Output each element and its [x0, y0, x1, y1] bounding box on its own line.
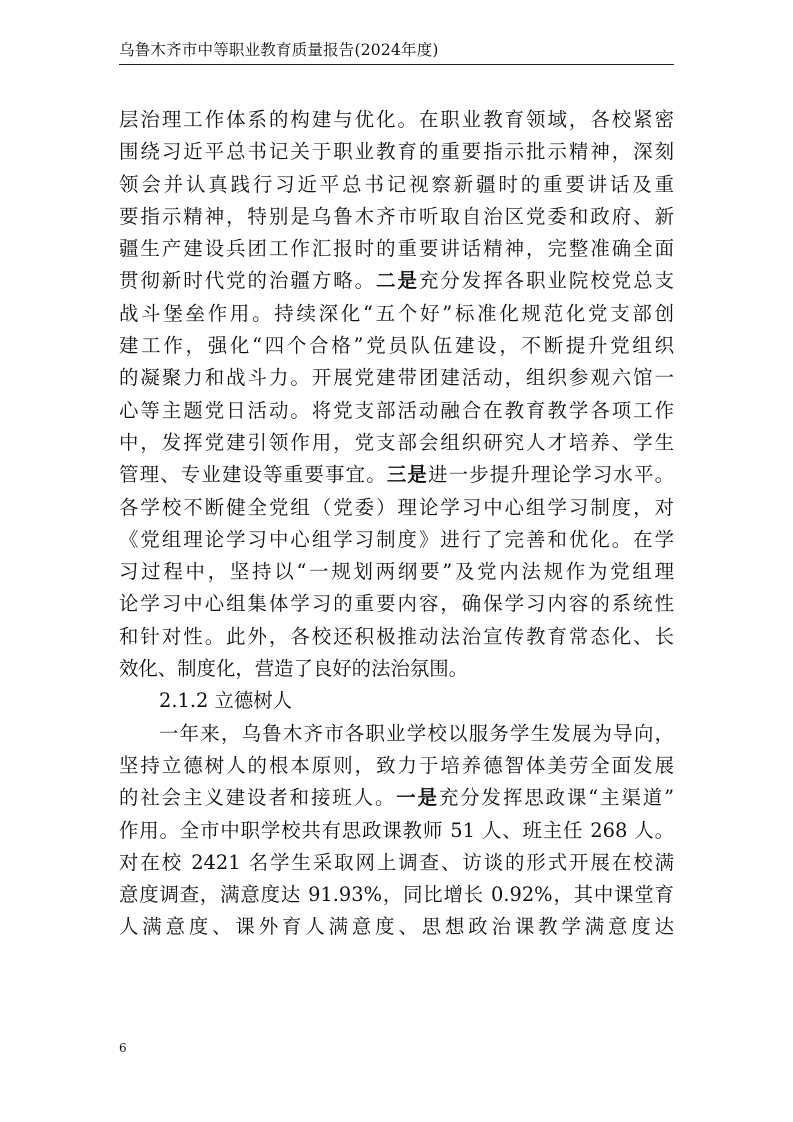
paragraph-moral-education: [119, 718, 674, 944]
page-number: 6: [119, 1041, 127, 1055]
text-run: 充分发挥各职业院校党总支: [418, 269, 674, 293]
text-line: 作用。全市中职学校共有思政课教师 51 人、班主任 268 人。: [119, 818, 674, 842]
text-line: 要指示精神，特别是乌鲁木齐市听取自治区党委和政府、新: [119, 204, 674, 228]
paragraph-party-building: [119, 104, 674, 685]
text-line: 各学校不断健全党组（党委）理论学习中心组学习制度，对: [119, 495, 674, 519]
text-line: [119, 782, 674, 814]
bold-marker: 三是: [386, 463, 429, 487]
text-line: 坚持立德树人的根本原则，致力于培养德智体美劳全面发展: [119, 753, 674, 777]
text-run: 管理、专业建设等重要事宜。: [119, 463, 387, 487]
text-line: 中，发挥党建引领作用，党支部会组织研究人才培养、学生: [119, 430, 674, 454]
text-line: 意度调查，满意度达 91.93%，同比增长 0.92%，其中课堂育: [119, 883, 674, 907]
text-line: [119, 265, 674, 297]
bold-marker: 二是: [376, 269, 419, 293]
text-run: 充分发挥思政课“主渠道”: [438, 786, 674, 810]
text-line: 疆生产建设兵团工作汇报时的重要讲话精神，完整准确全面: [119, 237, 674, 261]
text-line: 论学习中心组集体学习的重要内容，确保学习内容的系统性: [119, 592, 674, 616]
text-line: 战斗堡垒作用。持续深化“五个好”标准化规范化党支部创: [119, 301, 674, 325]
text-line: 一年来，乌鲁木齐市各职业学校以服务学生发展为导向，: [159, 721, 674, 745]
running-header: [119, 40, 674, 65]
report-title: 乌鲁木齐市中等职业教育质量报告(2024年度): [119, 41, 439, 59]
text-line: 的凝聚力和战斗力。开展党建带团建活动，组织参观六馆一: [119, 366, 674, 390]
text-line: 围绕习近平总书记关于职业教育的重要指示批示精神，深刻: [119, 140, 674, 164]
section-heading: 2.1.2 立德树人: [159, 689, 293, 713]
body-text: [119, 104, 674, 944]
text-line: 层治理工作体系的构建与优化。在职业教育领域，各校紧密: [119, 108, 674, 131]
text-run: 的社会主义建设者和接班人。: [119, 786, 397, 810]
text-line: 习过程中，坚持以“一规划两纲要”及党内法规作为党组理: [119, 560, 674, 584]
text-line: 建工作，强化“四个合格”党员队伍建设，不断提升党组织: [119, 334, 674, 358]
text-run: 贯彻新时代党的治疆方略。: [119, 269, 377, 293]
text-line: 《党组理论学习中心组学习制度》进行了完善和优化。在学: [119, 527, 674, 551]
text-line: 和针对性。此外，各校还积极推动法治宣传教育常态化、长: [119, 624, 674, 648]
text-line: 对在校 2421 名学生采取网上调查、访谈的形式开展在校满: [119, 850, 674, 874]
bold-marker: 一是: [396, 786, 439, 810]
text-line: 领会并认真践行习近平总书记视察新疆时的重要讲话及重: [119, 172, 674, 196]
text-line: 人满意度、课外育人满意度、思想政治课教学满意度达: [119, 915, 674, 939]
text-line: [119, 459, 674, 491]
text-run: 进一步提升理论学习水平。: [428, 463, 674, 487]
text-line: 心等主题党日活动。将党支部活动融合在教育教学各项工作: [119, 398, 674, 422]
text-line: 效化、制度化，营造了良好的法治氛围。: [119, 657, 469, 681]
